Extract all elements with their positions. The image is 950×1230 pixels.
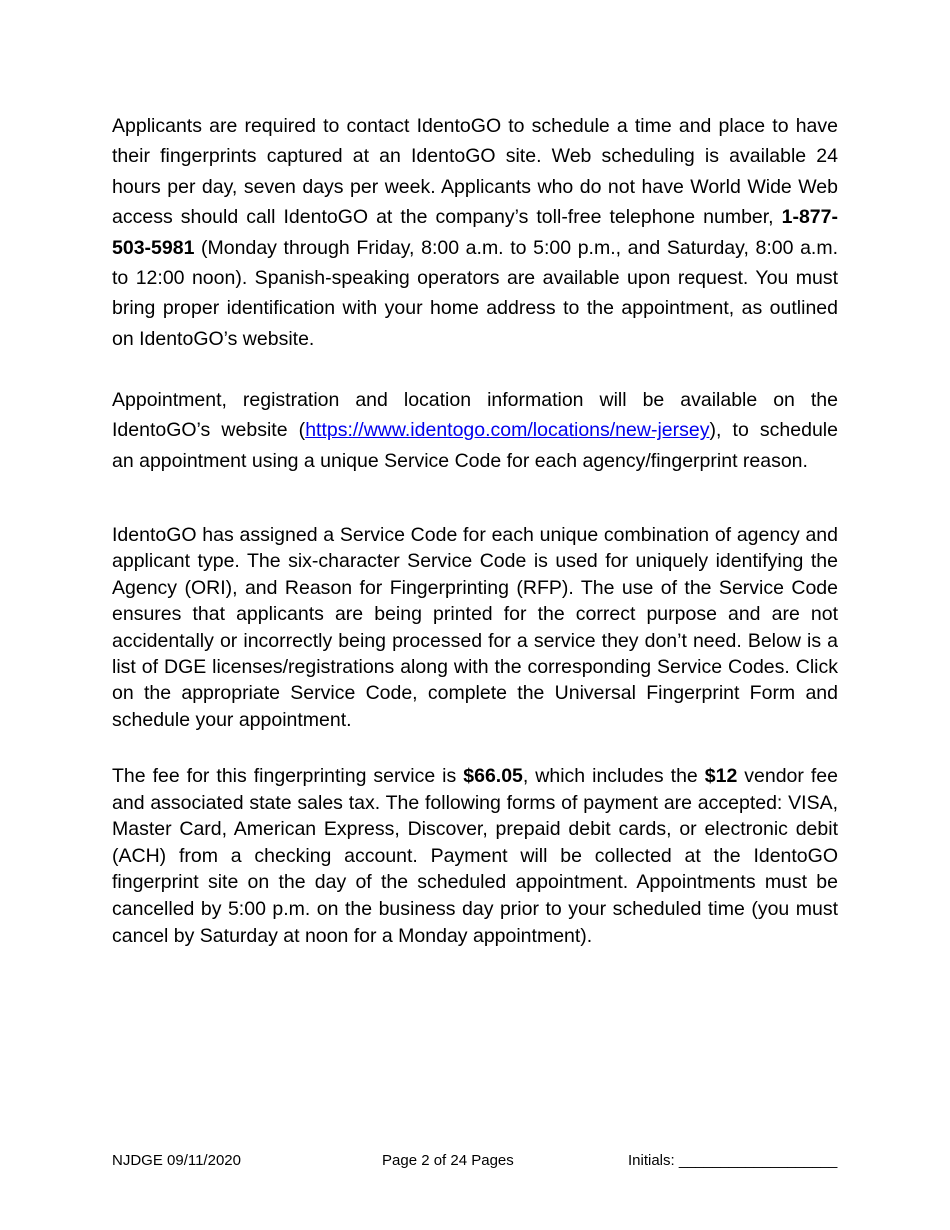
- p2-text-a: Appointment, registration and location information will be available on the IdentoGO’s website (: [112, 389, 838, 442]
- p4-text-c: vendor fee and associated state sales tax. The following forms of payment are accepted: VISA, Master Card, American Express, Discover, prepaid debit cards, or electronic debit (ACH) from a checking account. Payment will be collected at the IdentoGO fingerprint site on the day of the scheduled appointment. Appointments must be cancelled by 5:00 p.m. on the business day prior to your scheduled time (you must cancel by Saturday at noon for a Monday appointment).: [112, 765, 838, 947]
- vendor-fee-amount: $12: [704, 765, 738, 787]
- p1-text-b: (Monday through Friday, 8:00 a.m. to 5:00 p.m., and Saturday, 8:00 a.m. to 12:00 noon). Spanish-speaking operators are available upon request. You must bring proper identification with your home address to the appointment, as outlined on IdentoGO’s website.: [112, 236, 838, 350]
- fee-amount: $66.05: [463, 765, 523, 787]
- p2-text-b: ), to schedule an appointment using a unique Service Code for each agency/fingerprint reason.: [112, 419, 838, 472]
- phone-number: 1-877-503-5981: [112, 206, 838, 259]
- page-footer: [0, 1152, 950, 1176]
- paragraph-scheduling: [112, 111, 838, 354]
- identogo-locations-link[interactable]: https://www.identogo.com/locations/new-jersey: [305, 419, 710, 442]
- footer-page-number: Page 2 of 24 Pages: [382, 1152, 514, 1169]
- footer-initials-field: Initials: ___________________: [628, 1152, 838, 1169]
- footer-doc-date: NJDGE 09/11/2020: [112, 1152, 241, 1169]
- p4-text-a: The fee for this fingerprinting service is: [112, 765, 464, 787]
- p1-text-a: Applicants are required to contact IdentoGO to schedule a time and place to have their fingerprints captured at an IdentoGO site. Web scheduling is available 24 hours per day, seven days per week. Applicants who do not have World Wide Web access should call IdentoGO at the company’s toll-free telephone number,: [112, 115, 838, 229]
- paragraph-fee: [112, 763, 838, 949]
- p4-text-b: , which includes the: [522, 765, 705, 787]
- paragraph-appointment-info: [112, 385, 838, 476]
- paragraph-service-code: IdentoGO has assigned a Service Code for each unique combination of agency and applicant type. The six-character Service Code is used for uniquely identifying the Agency (ORI), and Reason for Fingerprinting (RFP). The use of the Service Code ensures that applicants are being printed for the correct purpose and are not accidentally or incorrectly being processed for a service they don’t need. Below is a list of DGE licenses/registrations along with the corresponding Service Codes. Click on the appropriate Service Code, complete the Universal Fingerprint Form and schedule your appointment.: [112, 524, 838, 731]
